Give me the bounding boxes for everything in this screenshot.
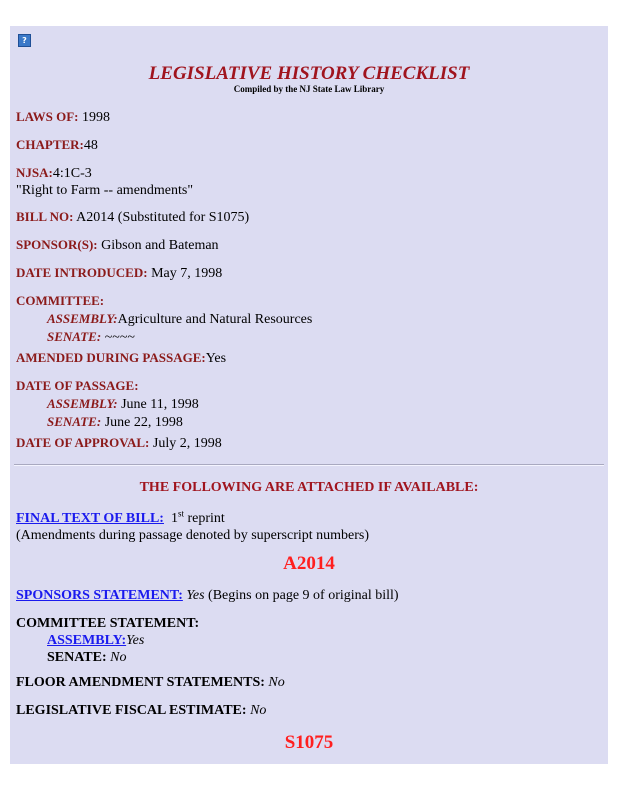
fiscal-estimate-label: LEGISLATIVE FISCAL ESTIMATE: xyxy=(16,703,247,718)
sponsors-statement-note: (Begins on page 9 of original bill) xyxy=(204,588,399,603)
approval-label: DATE OF APPROVAL: xyxy=(16,435,150,450)
sponsors-row xyxy=(16,236,219,254)
passage-label: DATE OF PASSAGE: xyxy=(16,378,139,393)
date-introduced-row xyxy=(16,264,222,282)
committee-statement-senate-label: SENATE: xyxy=(47,650,107,665)
final-text-value: reprint xyxy=(183,511,225,526)
chapter-label: CHAPTER: xyxy=(16,137,84,152)
committee-statement-assembly-value: Yes xyxy=(126,633,145,648)
attached-heading: THE FOLLOWING ARE ATTACHED IF AVAILABLE: xyxy=(139,480,479,495)
committee-senate-label: SENATE: xyxy=(47,329,102,344)
fiscal-estimate-row xyxy=(16,702,266,719)
bill-title-a2014: A2014 xyxy=(283,553,335,574)
committee-block xyxy=(16,292,312,346)
floor-amendment-row xyxy=(16,674,285,691)
page-subtitle: Compiled by the NJ State Law Library xyxy=(233,84,385,94)
final-text-sup: st xyxy=(177,508,184,519)
approval-value: July 2, 1998 xyxy=(149,436,222,451)
laws-of-label: LAWS OF: xyxy=(16,109,79,124)
final-text-sup-num: 1 xyxy=(170,511,178,526)
final-text-block xyxy=(16,510,369,544)
passage-assembly-value: June 11, 1998 xyxy=(117,397,199,412)
sponsors-statement-value: Yes xyxy=(186,588,205,603)
date-introduced-value: May 7, 1998 xyxy=(147,266,223,281)
committee-statement-block xyxy=(16,615,199,666)
amended-row xyxy=(16,349,226,367)
committee-statement-label: COMMITTEE STATEMENT: xyxy=(16,616,200,631)
chapter-value: 48 xyxy=(83,138,98,153)
help-icon[interactable]: ? xyxy=(18,34,31,47)
sponsors-statement-link[interactable]: SPONSORS STATEMENT: xyxy=(16,588,183,603)
sponsors-statement-row xyxy=(16,587,399,604)
section-divider xyxy=(14,464,604,466)
bill-no-row xyxy=(16,208,249,226)
committee-label: COMMITTEE: xyxy=(16,293,105,308)
page-title: LEGISLATIVE HISTORY CHECKLIST xyxy=(148,63,470,84)
njsa-value: 4:1C-3 xyxy=(52,166,92,181)
passage-block xyxy=(16,377,199,431)
committee-assembly-label: ASSEMBLY: xyxy=(47,311,118,326)
committee-statement-assembly-link[interactable]: ASSEMBLY: xyxy=(47,633,127,648)
document-page xyxy=(10,26,608,764)
njsa-row xyxy=(16,164,193,199)
committee-statement-senate-value: No xyxy=(106,650,127,665)
approval-row xyxy=(16,434,222,452)
floor-amendment-label: FLOOR AMENDMENT STATEMENTS: xyxy=(16,675,265,690)
sponsors-value: Gibson and Bateman xyxy=(97,238,219,253)
passage-senate-value: June 22, 1998 xyxy=(101,415,183,430)
njsa-label: NJSA: xyxy=(16,165,53,180)
amended-value: Yes xyxy=(205,351,227,366)
passage-assembly-label: ASSEMBLY: xyxy=(47,396,118,411)
laws-of-row xyxy=(16,108,110,126)
date-introduced-label: DATE INTRODUCED: xyxy=(16,265,148,280)
sponsors-label: SPONSOR(S): xyxy=(16,237,98,252)
final-text-link[interactable]: FINAL TEXT OF BILL: xyxy=(16,511,164,526)
fiscal-estimate-value: No xyxy=(246,703,267,718)
njsa-title: "Right to Farm -- amendments" xyxy=(16,183,194,198)
laws-of-value: 1998 xyxy=(78,110,110,125)
passage-senate-label: SENATE: xyxy=(47,414,102,429)
floor-amendment-value: No xyxy=(264,675,285,690)
bill-title-s1075: S1075 xyxy=(284,732,334,753)
amended-label: AMENDED DURING PASSAGE: xyxy=(16,350,206,365)
bill-no-value: A2014 (Substituted for S1075) xyxy=(73,210,250,225)
committee-assembly-value: Agriculture and Natural Resources xyxy=(117,312,313,327)
final-text-note: (Amendments during passage denoted by superscript numbers) xyxy=(16,528,370,543)
committee-senate-value: ~~~~ xyxy=(101,330,135,345)
bill-no-label: BILL NO: xyxy=(16,209,74,224)
chapter-row xyxy=(16,136,98,154)
